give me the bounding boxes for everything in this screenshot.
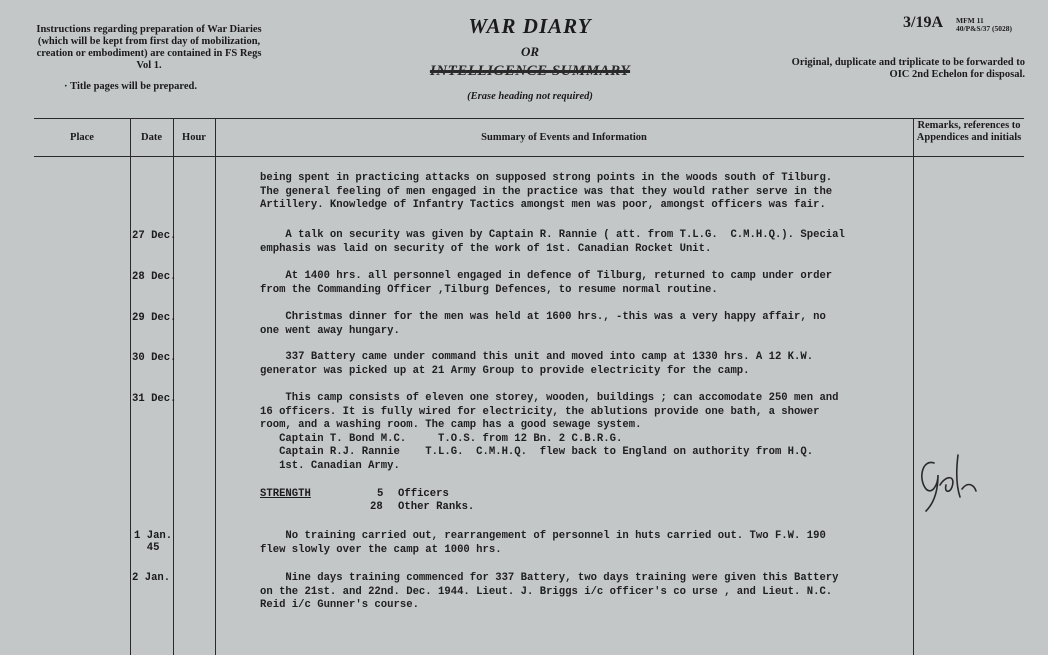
- entry-27-dec: A talk on security was given by Captain R. Rannie ( att. from T.L.G. C.M.H.Q.). Special emphasis was laid on security of the work of 1st. Canadian Rocket Unit.: [260, 229, 845, 255]
- instructions-note: Instructions regarding preparation of War Diaries (which will be kept from first day of mobilization, creation or embodiment) are contained in FS Regs Vol 1.: [36, 24, 262, 71]
- title-or: OR: [520, 44, 540, 59]
- entry-1-jan: No training carried out, rearrangement of personnel in huts carried out. Two F.W. 190 flew slowly over the camp at 1000 hrs.: [260, 530, 826, 556]
- date-30-dec: 30 Dec.: [132, 352, 177, 364]
- entry-2-jan: Nine days training commenced for 337 Battery, two days training were given this Battery on the 21st. and 22nd. Dec. 1944. Lieut. J. Briggs i/c officer's co urse , and Lieut. N.C. Reid i/c Gunner's course.: [260, 572, 839, 612]
- strength-officers-label: Officers: [398, 488, 449, 500]
- col-header-place: Place: [70, 132, 94, 143]
- date-28-dec: 28 Dec.: [132, 271, 177, 283]
- table-top-rule: [34, 118, 1024, 119]
- entry-29-dec: Christmas dinner for the men was held at 1600 hrs., -this was a very happy affair, no one went away hungary.: [260, 311, 826, 337]
- entry-30-dec: 337 Battery came under command this unit and moved into camp at 1330 hrs. A 12 K.W. generator was picked up at 21 Army Group to provide electricity for the camp.: [260, 351, 814, 377]
- bullet-icon: ·: [64, 81, 71, 92]
- date-2-jan: 2 Jan.: [132, 572, 171, 584]
- col-header-summary: Summary of Events and Information: [481, 132, 647, 143]
- entry-31-dec: This camp consists of eleven one storey, wooden, buildings ; can accomodate 250 men and 16 officers. It is fully wired for electricity, the ablutions provide one bath, a shower room, and a washing room. The camp has a good sewage system. Captain T. Bond M.C. T.O.S. from 12 Bn. 2 C.B.R.G. Captain R.J. Rannie T.L.G. C.M.H.Q. flew back to England on authority from H.Q. 1st. Canadian Army.: [260, 392, 839, 472]
- title-pages-note: · Title pages will be prepared.: [64, 81, 198, 92]
- date-31-dec: 31 Dec.: [132, 393, 177, 405]
- page-title: WAR DIARY: [468, 14, 592, 38]
- strength-label: STRENGTH: [260, 488, 311, 500]
- strength-officers-count: 5: [377, 488, 384, 500]
- date-1-jan: 1 Jan. 45: [134, 530, 173, 554]
- col-divider-summary: [215, 118, 216, 655]
- erase-note: (Erase heading not required): [467, 91, 593, 102]
- entry-28-dec: At 1400 hrs. all personnel engaged in defence of Tilburg, returned to camp under order from the Commanding Officer ,Tilburg Defences, to resume normal routine.: [260, 270, 833, 296]
- date-27-dec: 27 Dec.: [132, 230, 177, 242]
- col-divider-date: [130, 118, 131, 655]
- initials-signature: [912, 445, 992, 520]
- col-header-remarks: Remarks, references to Appendices and initials: [916, 120, 1022, 143]
- form-reference: 3/19A: [903, 14, 943, 31]
- entry-continuation: being spent in practicing attacks on supposed strong points in the woods south of Tilburg. The general feeling of men engaged in the practice was that they would rather serve in the Artillery. Knowledge of Infantry Tactics amongst men was poor, amongst officers was fair.: [260, 172, 833, 212]
- strength-ranks-label: Other Ranks.: [398, 501, 475, 513]
- col-divider-remarks: [913, 118, 914, 655]
- copies-note: Original, duplicate and triplicate to be forwarded to OIC 2nd Echelon for disposal.: [791, 57, 1025, 80]
- col-header-date: Date: [141, 132, 162, 143]
- date-29-dec: 29 Dec.: [132, 312, 177, 324]
- table-header-rule: [34, 156, 1024, 157]
- form-reference-small: MFM 11 40/P&S/37 (5028): [956, 16, 1013, 33]
- struck-heading: INTELLIGENCE SUMMARY: [429, 63, 631, 79]
- col-divider-hour: [173, 118, 174, 655]
- col-header-hour: Hour: [182, 132, 206, 143]
- strength-ranks-count: 28: [370, 501, 383, 513]
